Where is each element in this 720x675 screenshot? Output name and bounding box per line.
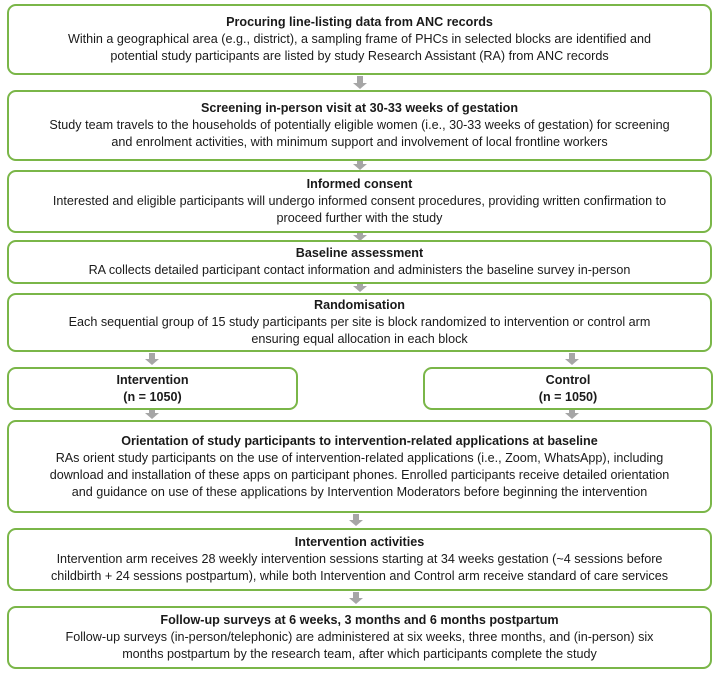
intervention-arm-box	[7, 367, 298, 410]
step-consent-line2: proceed further with the study	[276, 211, 443, 225]
step-baseline-line1: RA collects detailed participant contact information and administers the baseline survey in-person	[88, 263, 631, 277]
step-screening-line1: Study team travels to the households of potentially eligible women (i.e., 30-33 weeks of gestation) for screening	[49, 118, 670, 132]
step-screening-box	[7, 90, 712, 161]
step-orientation-line2: download and installation of these apps on participant phones. Enrolled participants receive detailed orientation	[49, 467, 670, 482]
step-followup-title: Follow-up surveys at 6 weeks, 3 months and 6 months postpartum	[160, 613, 559, 627]
step-baseline-box	[7, 240, 712, 284]
step-orientation-box	[7, 420, 712, 513]
control-arm-title: Control	[545, 372, 591, 387]
intervention-arm-title: Intervention	[116, 372, 189, 387]
step-activities-box	[7, 528, 712, 591]
step-orientation-line1: RAs orient study participants on the use of intervention-related applications (i.e., Zoom, WhatsApp), including	[55, 450, 664, 465]
step-randomisation-box	[7, 293, 712, 352]
step-consent-box	[7, 170, 712, 233]
step-screening-line2: and enrolment activities, with minimum support and involvement of local frontline workers	[111, 135, 608, 149]
intervention-arm-n: (n = 1050)	[123, 389, 182, 404]
step-followup-line2: months postpartum by the research team, after which participants complete the study	[122, 647, 597, 661]
step-followup-line1: Follow-up surveys (in-person/telephonic) are administered at six weeks, three months, and (in-person) six	[65, 630, 654, 644]
step-followup-box	[7, 606, 712, 669]
step-orientation-line3: and guidance on use of these applications by Intervention Moderators before beginning the intervention	[71, 484, 648, 499]
step-procuring-title: Procuring line-listing data from ANC records	[226, 15, 493, 29]
step-procuring-line1: Within a geographical area (e.g., district), a sampling frame of PHCs in selected blocks are identified and	[67, 32, 652, 46]
step-orientation-title: Orientation of study participants to intervention-related applications at baseline	[121, 433, 598, 448]
step-baseline-title: Baseline assessment	[295, 246, 424, 260]
step-procuring-line2: potential study participants are listed by study Research Assistant (RA) from ANC records	[110, 49, 609, 63]
step-activities-line1: Intervention arm receives 28 weekly intervention sessions starting at 34 weeks gestation (~4 sessions before	[56, 552, 663, 566]
step-consent-title: Informed consent	[306, 177, 413, 191]
step-procuring-box	[7, 4, 712, 75]
control-arm-box	[423, 367, 713, 410]
control-arm-n: (n = 1050)	[538, 389, 598, 404]
step-activities-title: Intervention activities	[294, 535, 425, 549]
step-screening-title: Screening in-person visit at 30-33 weeks of gestation	[200, 101, 519, 115]
step-randomisation-title: Randomisation	[314, 298, 405, 312]
step-randomisation-line2: ensuring equal allocation in each block	[251, 332, 468, 346]
step-randomisation-line1: Each sequential group of 15 study participants per site is block randomized to intervention or control arm	[68, 315, 651, 329]
step-activities-line2: childbirth + 24 sessions postpartum), while both Intervention and Control arm receive standard of care services	[50, 569, 669, 583]
step-consent-line1: Interested and eligible participants will undergo informed consent procedures, providing written confirmation to	[52, 194, 667, 208]
